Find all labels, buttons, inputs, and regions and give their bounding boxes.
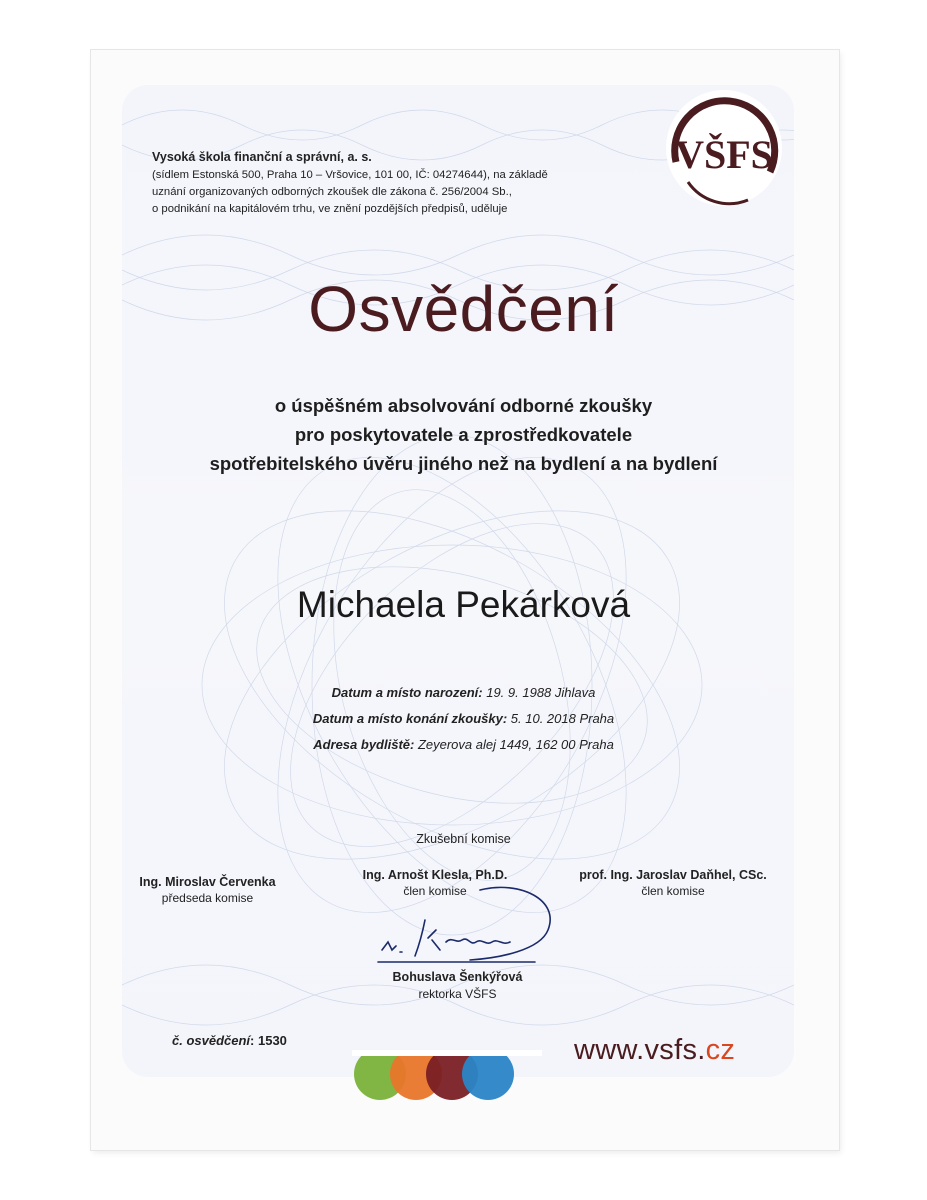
circle-blue-icon xyxy=(462,1050,514,1100)
detail-row xyxy=(0,706,927,732)
institution-line: o podnikání na kapitálovém trhu, ve znění pozdějších předpisů, uděluje xyxy=(152,203,508,215)
subtitle-line: spotřebitelského úvěru jiného než na bydlení a na bydlení xyxy=(209,453,718,474)
detail-label: Datum a místo narození: xyxy=(331,685,483,700)
committee-member xyxy=(558,867,788,899)
certificate-number xyxy=(172,1033,287,1048)
detail-value: 19. 9. 1988 Jihlava xyxy=(482,685,596,700)
subtitle-line: pro poskytovatele a zprostředkovatele xyxy=(294,424,633,445)
detail-value: 5. 10. 2018 Praha xyxy=(507,711,615,726)
detail-label: Datum a místo konání zkoušky: xyxy=(312,711,508,726)
subtitle-line: o úspěšném absolvování odborné zkoušky xyxy=(274,395,653,416)
certificate-number-value: : 1530 xyxy=(250,1033,287,1048)
institution-line: (sídlem Estonská 500, Praha 10 – Vršovice, 101 00, IČ: 04274644), na základě xyxy=(152,169,548,181)
detail-row xyxy=(0,732,927,758)
signature-icon xyxy=(370,880,560,970)
website-main: www.vsfs. xyxy=(574,1034,706,1066)
website-url xyxy=(574,1034,735,1067)
detail-value: Zeyerova alej 1449, 162 00 Praha xyxy=(414,737,614,752)
certificate-title: Osvědčení xyxy=(308,273,619,345)
rector-block xyxy=(370,969,545,1003)
member-name: Ing. Arnošt Klesla, Ph.D. xyxy=(362,868,508,882)
member-name: prof. Ing. Jaroslav Daňhel, CSc. xyxy=(579,868,767,882)
committee-member-chair xyxy=(120,874,295,906)
member-name: Ing. Miroslav Červenka xyxy=(139,875,276,889)
rector-role: rektorka VŠFS xyxy=(418,987,497,1001)
logo-text: VŠFS xyxy=(675,132,773,177)
vsfs-logo-icon xyxy=(658,82,790,214)
website-tld: cz xyxy=(705,1034,736,1066)
holder-name: Michaela Pekárková xyxy=(296,584,631,625)
circles-mask xyxy=(352,1050,542,1056)
committee-label: Zkušební komise xyxy=(416,832,511,846)
certificate-subtitle xyxy=(0,391,927,478)
member-role: předseda komise xyxy=(161,891,254,905)
detail-label: Adresa bydliště: xyxy=(313,737,415,752)
institution-name: Vysoká škola finanční a správní, a. s. xyxy=(152,150,372,164)
certificate-number-label: č. osvědčení xyxy=(172,1033,251,1048)
member-role: člen komise xyxy=(641,884,705,898)
institution-line: uznání organizovaných odborných zkoušek dle zákona č. 256/2004 Sb., xyxy=(152,186,512,198)
detail-row xyxy=(0,680,927,706)
institution-block xyxy=(152,149,622,218)
member-role: člen komise xyxy=(403,884,467,898)
rector-name: Bohuslava Šenkýřová xyxy=(392,970,523,984)
brand-circles-icon xyxy=(352,1050,542,1110)
holder-details xyxy=(0,680,927,758)
